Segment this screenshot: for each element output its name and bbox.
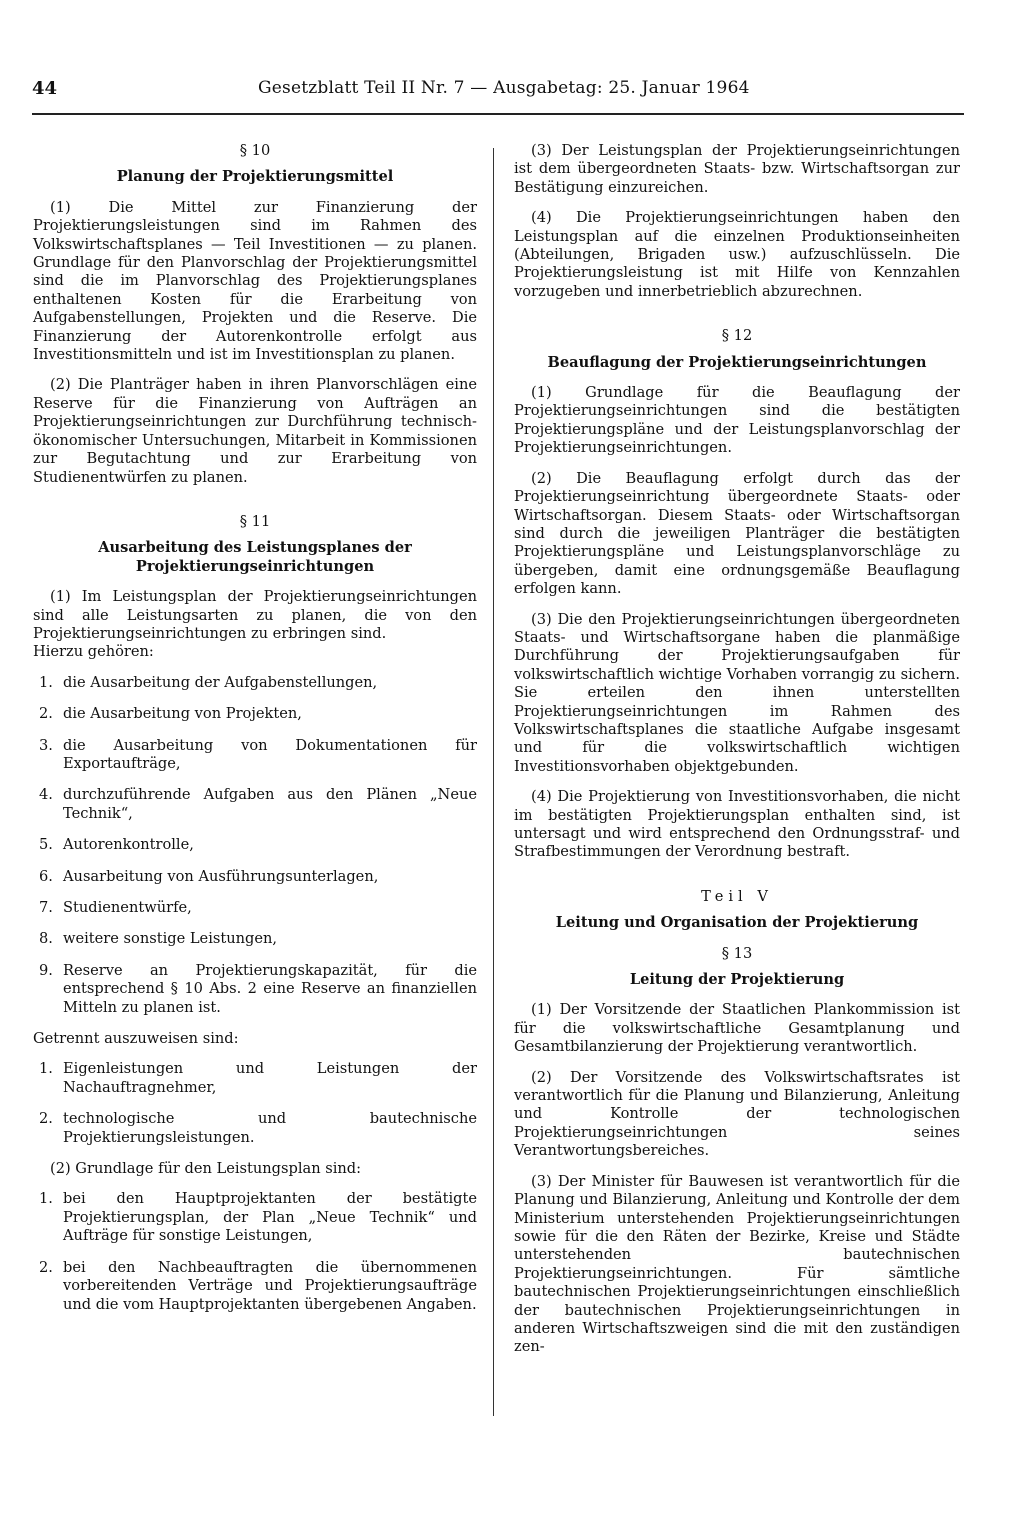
list-item: 6. Ausarbeitung von Ausführungsunterlagen, xyxy=(39,867,379,885)
list-item: 1. Eigenleistungen und Leistungen der Nachauftragnehmer, xyxy=(39,1060,477,1096)
section-11-paragraph-2-intro: (2) Grundlage für den Leistungsplan sind: xyxy=(50,1160,362,1178)
list-item: 4. durchzuführende Aufgaben aus den Plänen „Neue Technik“, xyxy=(39,786,477,822)
page-header xyxy=(32,78,962,108)
list-item: 1. die Ausarbeitung der Aufgabenstellungen, xyxy=(39,673,378,691)
section-13-paragraph-3: (3) Der Minister für Bauwesen ist verantwortlich für die Planung und Bilanzierung, Anleitung und Kontrolle der dem Ministerium unterstehenden Projektierungseinrichtungen sowie für die den Räten der Bezirke, Kreise und Städte unterstehenden bautechnischen Projektierungseinrichtungen. Für sämtliche bautechnischen Projektierungseinrichtungen einschließlich der bautechnischen Projektierungseinrichtungen in anderen Wirtschaftszweigen sind die mit den zuständigen zen- xyxy=(514,1172,960,1356)
section-11-title: Ausarbeitung des Leistungsplanes der Projektierungseinrichtungen xyxy=(98,539,412,575)
section-11-list-intro: Hierzu gehören: xyxy=(33,643,154,661)
section-10-number: § 10 xyxy=(239,142,271,159)
section-11-separate-intro: Getrennt auszuweisen sind: xyxy=(33,1030,239,1048)
section-12-paragraph-1: (1) Grundlage für die Beauflagung der Projektierungseinrichtungen sind die bestätigten Projektierungspläne und der Leistungsplanvorschlag der Projektierungseinrichtungen. xyxy=(514,384,960,457)
header-rule xyxy=(32,113,964,115)
section-13-number: § 13 xyxy=(721,944,753,962)
list-item: 2. technologische und bautechnische Projektierungsleistungen. xyxy=(39,1110,477,1146)
section-10-paragraph-2: (2) Die Planträger haben in ihren Planvorschlägen eine Reserve für die Finanzierung von Aufträgen an Projektierungseinrichtungen zur Durchführung technisch-ökonomischer Untersuchungen, Mitarbeit in Kommissionen zur Begutachtung und zur Erarbeitung von Studienentwürfen zu planen. xyxy=(33,376,477,486)
section-13-paragraph-1: (1) Der Vorsitzende der Staatlichen Plankommission ist für die volkswirtschaftliche Gesamtplanung und Gesamtbilanzierung der Projektierung verantwortlich. xyxy=(514,1001,960,1056)
list-item: 2. bei den Nachbeauftragten die übernommenen vorbereitenden Verträge und Projektierungsaufträge und die vom Hauptprojektanten übergebenen Angaben. xyxy=(39,1258,477,1313)
section-13-paragraph-2: (2) Der Vorsitzende des Volkswirtschaftsrates ist verantwortlich für die Planung und Bilanzierung, Anleitung und Kontrolle der technologischen Projektierungseinrichtungen seines Verantwortungsbereiches. xyxy=(514,1068,960,1160)
list-item: 3. die Ausarbeitung von Dokumentationen für Exportaufträge, xyxy=(39,736,477,772)
section-10-title: Planung der Projektierungsmittel xyxy=(116,168,394,186)
list-item: 1. bei den Hauptprojektanten der bestätigte Projektierungsplan, der Plan „Neue Technik“ und Aufträge für sonstige Leistungen, xyxy=(39,1190,477,1245)
list-item: 2. die Ausarbeitung von Projekten, xyxy=(39,705,302,723)
section-12-paragraph-3: (3) Die den Projektierungseinrichtungen übergeordneten Staats- und Wirtschaftsorgane haben die planmäßige Durchführung der Projektierungsaufgaben für volkswirtschaftlich wichtige Vorhaben vorrangig zu sichern. Sie erteilen den ihnen unterstellten Projektierungseinrichtungen im Rahmen des Volkswirtschaftsplanes die staatliche Aufgabe insgesamt und für die volkswirtschaftlich wichtigen Investitionsvorhaben objektgebunden. xyxy=(514,610,960,775)
header-title: Gesetzblatt Teil II Nr. 7 — Ausgabetag: 25. Januar 1964 xyxy=(258,78,750,98)
section-11-paragraph-4: (4) Die Projektierungseinrichtungen haben den Leistungsplan auf die einzelnen Produktionseinheiten (Abteilungen, Brigaden usw.) aufzuschlüsseln. Die Projektierungsleistung ist mit Hilfe von Kennzahlen vorzugeben und innerbetrieblich abzurechnen. xyxy=(514,209,960,300)
list-item: 5. Autorenkontrolle, xyxy=(39,836,194,854)
section-12-title: Beauflagung der Projektierungseinrichtungen xyxy=(547,353,927,371)
section-12-paragraph-2: (2) Die Beauflagung erfolgt durch das der Projektierungseinrichtung übergeordnete Staats- oder Wirtschaftsorgan. Diesem Staats- oder Wirtschaftsorgan sind durch die jeweiligen Planträger die bestätigten Projektierungspläne und Leistungsplanvorschläge zu übergeben, damit eine ordnungsgemäße Beauflagung erfolgen kann. xyxy=(514,469,960,598)
list-item: 9. Reserve an Projektierungskapazität, für die entsprechend § 10 Abs. 2 eine Reserve an finanziellen Mitteln zu planen ist. xyxy=(39,961,477,1016)
list-item: 8. weitere sonstige Leistungen, xyxy=(39,930,278,948)
section-11-separate-list xyxy=(33,1060,477,1147)
section-12-number: § 12 xyxy=(721,327,753,345)
right-column xyxy=(514,142,960,1369)
section-11-number: § 11 xyxy=(239,512,271,530)
part-title: Leitung und Organisation der Projektierung xyxy=(555,914,919,932)
section-11-paragraph-3: (3) Der Leistungsplan der Projektierungseinrichtungen ist dem übergeordneten Staats- bzw. Wirtschaftsorgan zur Bestätigung einzureichen. xyxy=(514,142,960,196)
list-item: 7. Studienentwürfe, xyxy=(39,899,192,916)
part-heading: Teil V xyxy=(701,887,773,905)
section-11-item-list xyxy=(33,674,477,1017)
left-column xyxy=(33,142,477,1327)
section-11-basis-list xyxy=(33,1190,477,1313)
section-11-paragraph-1: (1) Im Leistungsplan der Projektierungseinrichtungen sind alle Leistungsarten zu planen, die von den Projektierungseinrichtungen zu erbringen sind. xyxy=(33,588,477,642)
column-divider xyxy=(493,148,494,1416)
section-12-paragraph-4: (4) Die Projektierung von Investitionsvorhaben, die nicht im bestätigten Projektierungsplan enthalten sind, ist untersagt und wird entsprechend den Ordnungsstraf- und Strafbestimmungen der Verordnung bestraft. xyxy=(514,788,960,861)
section-10-paragraph-1: (1) Die Mittel zur Finanzierung der Projektierungsleistungen sind im Rahmen des Volkswirtschaftsplanes — Teil Investitionen — zu planen. Grundlage für den Planvorschlag der Projektierungsmittel sind die im Planvorschlag des Projektierungsplanes enthaltenen Kosten für die Erarbeitung von Aufgabenstellungen, Projekten und die Reserve. Die Finanzierung der Autorenkontrolle erfolgt aus Investitionsmitteln und ist im Investitionsplan zu planen. xyxy=(33,198,477,364)
page-number: 44 xyxy=(32,78,58,99)
section-13-title: Leitung der Projektierung xyxy=(629,971,845,989)
